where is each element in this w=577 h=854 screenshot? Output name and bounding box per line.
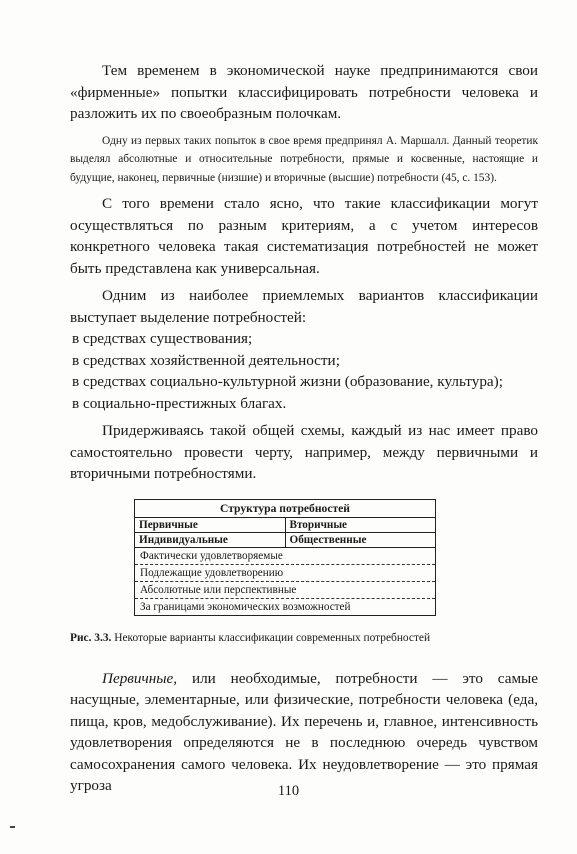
- footnote-marshall: Одну из первых таких попыток в свое время предпринял А. Маршалл. Данный теоретик выделял абсолютные и относительные потребности, прямые и косвенные, настоящие и будущие, наконец, первичные (низшие) и вторичные (высшие) потребности (45, с. 153).: [70, 134, 538, 184]
- list-item: в средствах хозяйственной деятельности;: [72, 351, 340, 369]
- page-body: [70, 60, 538, 797]
- table-cell: Первичные: [139, 518, 198, 531]
- table-row: За границами экономических возможностей: [140, 600, 351, 613]
- paragraph-5: [70, 668, 538, 797]
- list-item: в средствах социально-культурной жизни (образование, культура);: [72, 373, 503, 390]
- scan-mark: [10, 826, 15, 828]
- figure-caption: [70, 630, 538, 646]
- paragraph-5-text: или необходимые, потребности — это самые насущные, элементарные, или физические, потребности человека (еда, пища, кров, медобслуживание). Их перечень и, главное, интенсивность удовлетворения определяются не в последнюю очередь чувством самосохранения самого человека. Их неудовлетворение — это прямая угроза: [70, 669, 538, 794]
- table-cell: Индивидуальные: [139, 533, 228, 546]
- list-item: в средствах существования;: [72, 330, 253, 347]
- table-title: Структура потребностей: [135, 500, 435, 518]
- list-item: в социально-престижных благах.: [72, 394, 287, 412]
- needs-list: [70, 328, 538, 414]
- caption-label: Рис. 3.3.: [70, 631, 112, 644]
- table-cell: Вторичные: [285, 518, 436, 532]
- table-row: [135, 518, 435, 533]
- page-number: 110: [277, 783, 300, 799]
- paragraph-3: Одним из наиболее приемлемых вариантов классификации выступает выделение потребностей:: [70, 287, 538, 326]
- paragraph-1: Тем временем в экономической науке предпринимаются свои «фирменные» попытки классифицировать потребности человека и разложить их по своеобразным полочкам.: [70, 62, 538, 122]
- paragraph-4: Придерживаясь такой общей схемы, каждый из нас имеет право самостоятельно провести черту, например, между первичными и вторичными потребностями.: [70, 422, 538, 482]
- term-primary: Первичные,: [102, 669, 178, 687]
- table-row: [135, 533, 435, 548]
- needs-structure-table: [134, 499, 436, 616]
- table-row: Подлежащие удовлетворению: [135, 565, 435, 582]
- table-cell: Общественные: [285, 533, 436, 547]
- table-row: Фактически удовлетворяемые: [135, 548, 435, 565]
- table-row: Абсолютные или перспективные: [135, 582, 435, 599]
- caption-text: Некоторые варианты классификации современных потребностей: [114, 631, 431, 644]
- paragraph-2: С того времени стало ясно, что такие классификации могут осуществляться по разным критериям, а с учетом интересов конкретного человека такая систематизация потребностей не может быть представлена как универсальная.: [70, 195, 538, 277]
